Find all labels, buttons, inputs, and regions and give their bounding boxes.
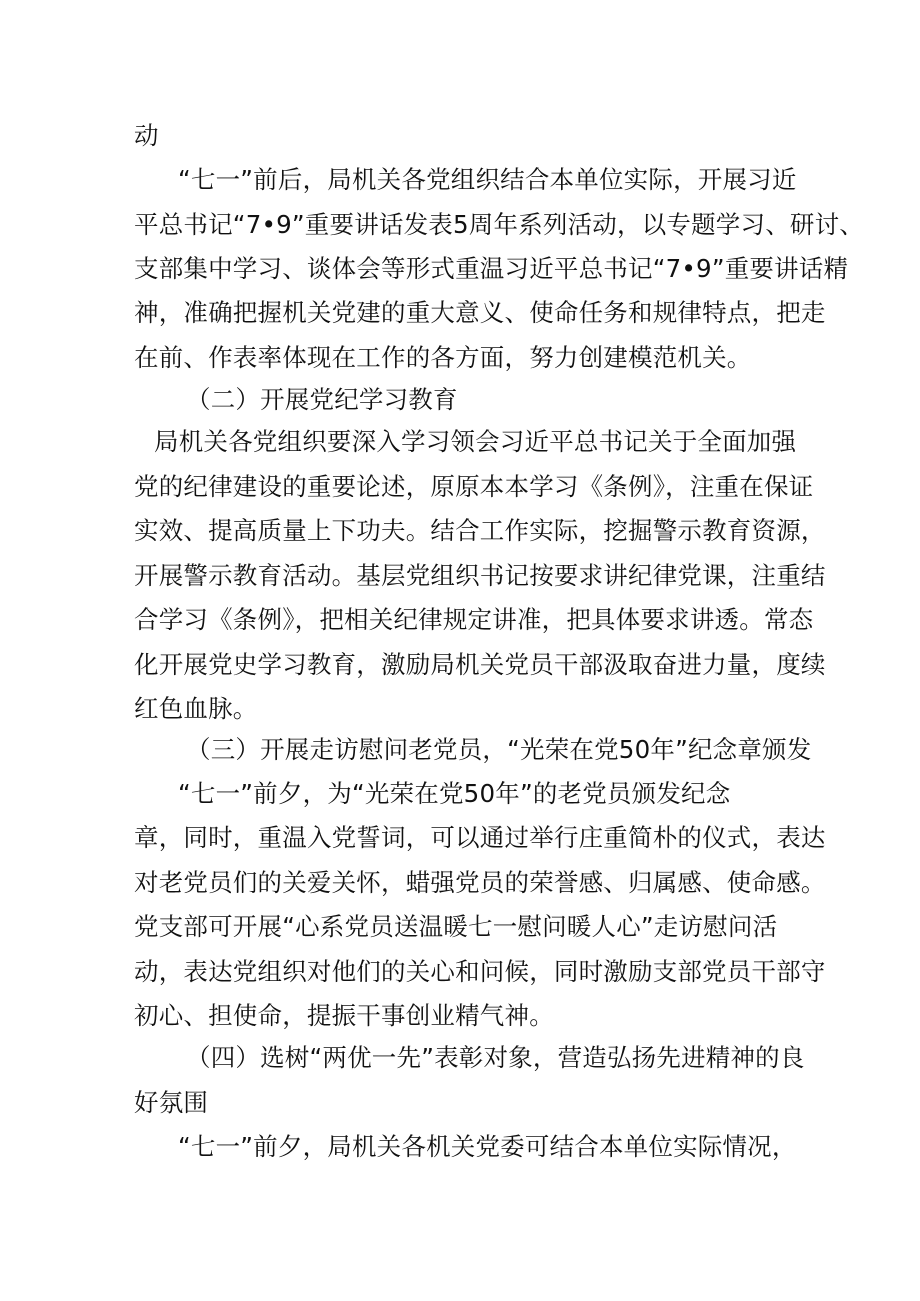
text-line: 初心、担使命，提振干事创业精气神。 — [134, 1001, 554, 1030]
text-line: “七一”前夕，局机关各机关党委可结合本单位实际情况， — [178, 1132, 797, 1161]
text-line: “七一”前夕，为“光荣在党50年”的老党员颁发纪念 — [178, 779, 731, 808]
text-line: 动 — [134, 121, 159, 150]
text-line: 合学习《条例》，把相关纪律规定讲准，把具体要求讲透。常态 — [134, 605, 814, 634]
text-line: 红色血脉。 — [134, 694, 258, 723]
text-line: 支部集中学习、谈体会等形式重温习近平总书记“7•9”重要讲话精 — [134, 254, 849, 283]
text-line: 对老党员们的关爱关怀，蜡强党员的荣誉感、归属感、使命感。 — [134, 868, 826, 897]
section-heading-continued: 好氛围 — [134, 1088, 209, 1117]
text-line: 化开展党史学习教育，激励局机关党员干部汲取奋进力量，度续 — [134, 650, 826, 679]
text-line: 党的纪律建设的重要论述，原原本本学习《条例》，注重在保证 — [134, 472, 814, 501]
text-line: 动，表达党组织对他们的关心和问候，同时激励支部党员干部守 — [134, 957, 826, 986]
text-line: 实效、提高质量上下功夫。结合工作实际，挖掘警示教育资源， — [134, 516, 826, 545]
section-heading: （二）开展党纪学习教育 — [186, 385, 458, 414]
text-line: 神，准确把握机关党建的重大意义、使命任务和规律特点，把走 — [134, 298, 826, 327]
text-line: 党支部可开展“心系党员送温暖七一慰问暖人心”走访慰问活 — [134, 912, 778, 941]
text-line: 局机关各党组织要深入学习领会习近平总书记关于全面加强 — [154, 427, 797, 456]
section-heading: （四）选树“两优一先”表彰对象，营造弘扬先进精神的良 — [186, 1043, 805, 1072]
text-line: “七一”前后，局机关各党组织结合本单位实际，开展习近 — [178, 165, 797, 194]
section-heading: （三）开展走访慰问老党员，“光荣在党50年”纪念章颁发 — [186, 735, 812, 764]
text-line: 开展警示教育活动。基层党组织书记按要求讲纪律党课，注重结 — [134, 561, 826, 590]
text-line: 章，同时，重温入党誓词，可以通过举行庄重简朴的仪式，表达 — [134, 823, 826, 852]
text-line: 在前、作表率体现在工作的各方面，努力创建模范机关。 — [134, 343, 752, 372]
text-line: 平总书记“7•9”重要讲话发表5周年系列活动，以专题学习、研讨、 — [134, 210, 864, 239]
